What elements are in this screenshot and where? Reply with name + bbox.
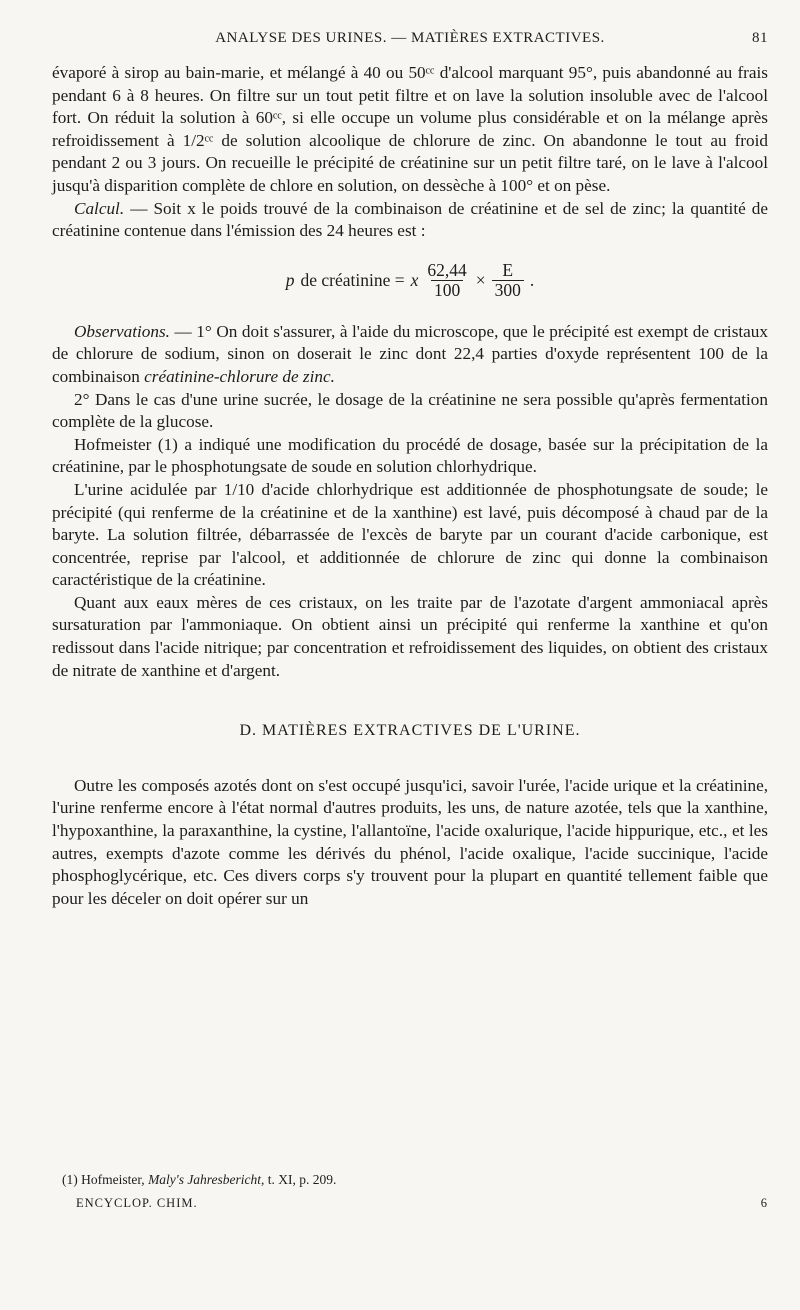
fraction-2-denominator: 300 [492,280,524,300]
page-body [52,62,768,910]
fraction-2-numerator: E [502,260,514,281]
footnote-source: Maly's Jahresbericht [148,1172,262,1187]
paragraph-outre: Outre les composés azotés dont on s'est occupé jusqu'ici, savoir l'urée, l'acide urique et la créatinine, l'urine renferme encore à l'état normal d'autres produits, les uns, de nature azotée, tels que la xanthine, l'hypoxanthine, la paraxanthine, la cystine, l'allantoïne, l'acide oxalurique, l'acide hippurique, etc., et les autres, exempts d'azote comme les dérivés du phénol, l'acide oxalique, l'acide succinique, l'acide phosphoglycérique, etc. Ces divers corps s'y trouvent pour la plupart en quantité tellement faible que pour les déceler on doit opérer sur un [52,775,768,908]
paragraph-sucree: 2° Dans le cas d'une urine sucrée, le dosage de la créatinine ne sera possible qu'après fermentation complète de la glucose. [52,389,768,432]
footer-signature-number: 6 [760,1196,768,1210]
section-heading: D. MATIÈRES EXTRACTIVES DE L'URINE. [239,722,581,740]
paragraph-observations [52,321,768,389]
footnote-marker: (1) Hofmeister, [62,1172,149,1187]
running-header [52,30,768,52]
fraction-1 [424,261,469,300]
formula-creatinine [52,257,768,305]
paragraph-calcul [52,198,768,243]
observations-label: Observations. [74,321,170,341]
running-title: ANALYSE DES URINES. — MATIÈRES EXTRACTIVES. [215,30,605,46]
page-footer [76,1196,768,1211]
fraction-1-numerator: 62,44 [427,260,467,281]
observations-text: — 1° On doit s'assurer, à l'aide du microscope, que le précipité est exempt de cristaux de chlorure de sodium, sinon on doserait le zinc dont 22,4 parties d'oxyde représentent 100 de la combinaison [52,321,768,386]
times-sign: × [475,270,486,291]
paragraph-hofmeister: Hofmeister (1) a indiqué une modification du procédé de dosage, basée sur la précipitation de la créatinine, par le phosphotungsate de soude en solution chlorhydrique. [52,434,768,477]
formula-lhs-var: p [285,270,295,291]
footnote [62,1172,768,1188]
fraction-1-denominator: 100 [431,280,463,300]
calcul-label: Calcul. [74,198,125,218]
calcul-text: — Soit x le poids trouvé de la combinaison de créatinine et de sel de zinc; la quantité de créatinine contenue dans l'émission des 24 heures est : [52,198,768,241]
footer-signature-left: ENCYCLOP. CHIM. [76,1196,198,1210]
observations-italic: créatinine-chlorure de zinc. [144,366,335,386]
fraction-2 [492,261,524,300]
paragraph-procedure: évaporé à sirop au bain-marie, et mélangé à 40 ou 50ᶜᶜ d'alcool marquant 95°, puis abandonné au frais pendant 6 à 8 heures. On filtre sur un tout petit filtre et on lave la solution insoluble avec de l'alcool fort. On réduit la solution à 60ᶜᶜ, si elle occupe un volume plus considérable et on la mélange après refroidissement à 1/2ᶜᶜ de solution alcoolique de chlorure de zinc. On abandonne le tout au froid pendant 2 ou 3 jours. On recueille le précipité de créatinine sur un petit filtre taré, on le lave à l'alcool jusqu'à disparition complète de chlore en solution, on dessèche à 100° et on pèse. [52,63,768,195]
formula-x: x [410,270,419,291]
formula-lhs-text: de créatinine = [300,270,405,291]
paragraph-urine-acidulee: L'urine acidulée par 1/10 d'acide chlorhydrique est additionnée de phosphotungsate de soude; le précipité (qui renferme de la créatinine et de la xanthine) est lavé, puis décomposé à chaud par de la baryte. La solution filtrée, débarrassée de l'excès de baryte par un courant d'acide carbonique, est concentrée, reprise par l'alcool, et additionnée de chlorure de zinc qui donne la combinaison caractéristique de la créatinine. [52,479,768,590]
footnote-rest: , t. XI, p. 209. [261,1172,337,1187]
formula-end: . [529,270,535,291]
page-number: 81 [752,30,768,46]
paragraph-eaux-meres: Quant aux eaux mères de ces cristaux, on les traite par de l'azotate d'argent ammoniacal après sursaturation par l'ammoniaque. On obtient ainsi un précipité qui renferme la xanthine et qu'on redissout dans l'acide nitrique; par concentration et refroidissement des liquides, on obtient des cristaux de nitrate de xanthine et d'argent. [52,592,768,680]
